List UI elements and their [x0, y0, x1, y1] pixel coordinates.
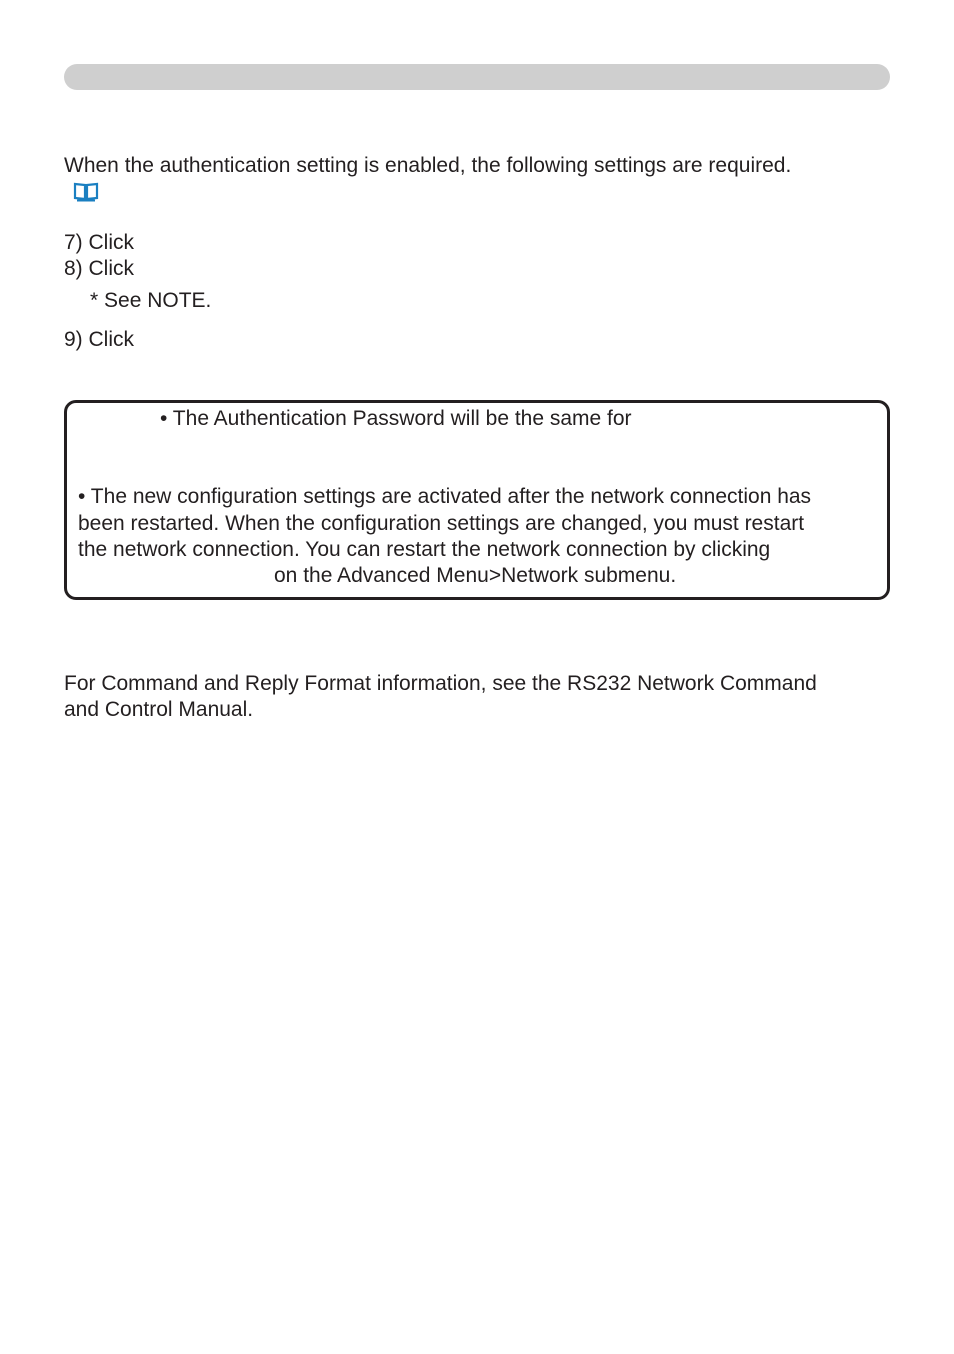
note-paragraph-line: the network connection. You can restart the network connection by clicking	[78, 538, 771, 561]
step-7-text: 7) Click	[64, 231, 135, 254]
section-header-bar	[64, 64, 890, 90]
step-9-text: 9) Click	[64, 328, 135, 351]
note-line-password: • The Authentication Password will be the same for	[160, 407, 632, 430]
step-8-text: 8) Click	[64, 257, 135, 280]
footer-text-line: and Control Manual.	[64, 698, 254, 721]
note-paragraph-line: • The new configuration settings are activated after the network connection has	[78, 485, 812, 508]
step-8-note-ref: * See NOTE.	[90, 289, 212, 312]
note-paragraph-line: on the Advanced Menu>Network submenu.	[274, 564, 677, 587]
intro-text: When the authentication setting is enabled, the following settings are required.	[64, 154, 792, 177]
footer-text-line: For Command and Reply Format information, see the RS232 Network Command	[64, 672, 817, 695]
note-paragraph-line: been restarted. When the configuration settings are changed, you must restart	[78, 512, 805, 535]
book-reference-icon[interactable]	[72, 181, 100, 203]
